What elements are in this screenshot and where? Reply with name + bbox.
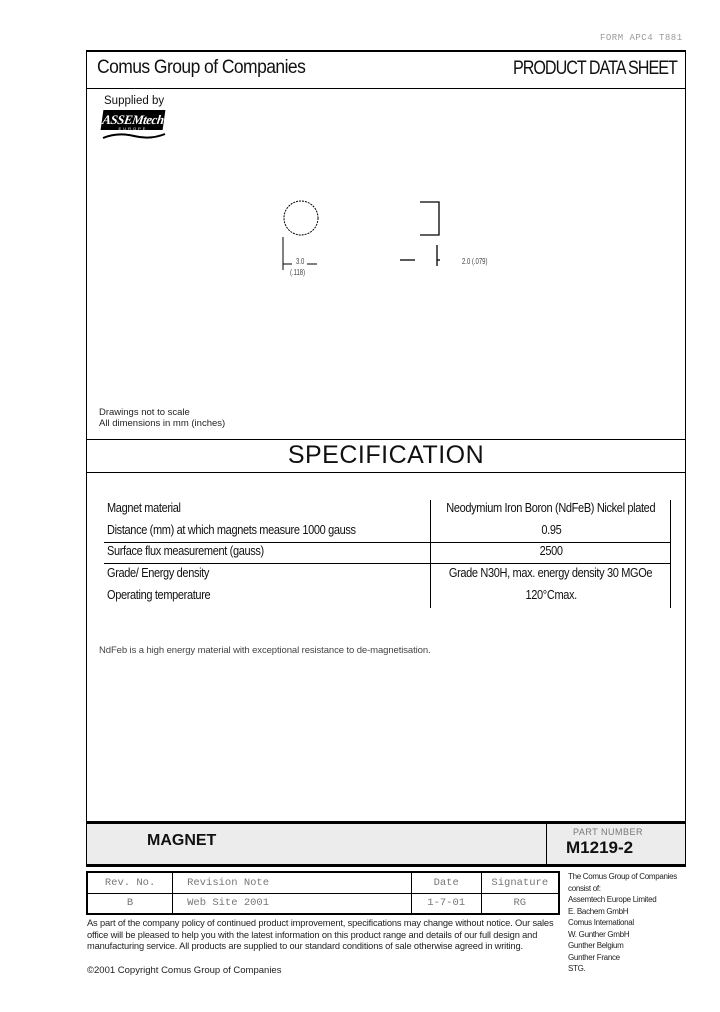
spec-label: Distance (mm) at which magnets measure 1000 gauss [107,523,356,537]
group-member: STG. [568,964,586,973]
copyright: ©2001 Copyright Comus Group of Companies [87,965,282,976]
spec-row-temperature [104,588,671,609]
logo-subtext: EUROPE [118,126,148,131]
spec-divider-top [86,439,686,440]
group-member: Gunther France [568,952,620,962]
group-member: W. Gunther GmbH [568,929,630,939]
part-number-label: PART NUMBER [573,827,644,837]
spec-value: 2500 [539,544,563,558]
revision-header-cell: Rev. No. [87,872,173,893]
spec-row-divider [104,563,671,564]
policy-statement: As part of the company policy of continued product improvement, specifications may change without notice. Our sales office will be pleased to help you with the latest information on this product range and details of our full design and manufacturing service. All products are supplied to our standard conditions of sale otherwise agreed in writing. [87,918,554,951]
spec-value: 120°Cmax. [525,588,577,602]
spec-value: 0.95 [540,523,561,537]
revision-table [86,871,560,915]
revision-header-cell: Revision Note [173,872,412,893]
material-description: NdFeb is a high energy material with exceptional resistance to de-magnetisation. [99,645,431,656]
spec-divider-bottom [86,472,686,473]
spec-label: Surface flux measurement (gauss) [107,544,264,558]
part-number: M1219-2 [566,838,634,857]
group-member: Assemtech Europe Limited [568,895,657,904]
group-member: Comus International [568,918,634,927]
supplied-by-label: Supplied by [104,95,165,107]
spec-row-distance [104,523,671,544]
revision-cell: Web Site 2001 [173,893,412,914]
spec-label: Operating temperature [107,588,211,602]
title-block-divider [546,824,547,864]
group-intro: The Comus Group of Companies [568,872,677,881]
spec-label: Grade/ Energy density [107,566,210,580]
revision-header-cell: Date [411,872,481,893]
company-title: Comus Group of Companies [97,57,306,78]
side-dimension: 2.0 (.079) [462,256,488,266]
group-member: E. Bachem GmbH [568,906,629,916]
revision-header-cell: Signature [481,872,559,893]
spec-value: Neodymium Iron Boron (NdFeB) Nickel plated [446,501,656,515]
scale-note: Drawings not to scale [99,407,190,418]
spec-row-material [104,501,671,522]
revision-row [87,893,559,914]
form-code: FORM APC4 T881 [600,33,683,43]
spec-row-flux [104,544,671,565]
logo-wordmark: ASSEMtech [101,110,166,130]
units-note: All dimensions in mm (inches) [99,418,226,429]
front-dimension-inches: (.118) [290,267,306,277]
revision-cell: RG [481,893,559,914]
revision-cell: B [87,893,173,914]
product-name: MAGNET [147,832,217,849]
spec-title: SPECIFICATION [287,441,485,469]
revision-cell: 1-7-01 [411,893,481,914]
group-member: Gunther Belgium [568,941,624,950]
technical-drawing [0,0,720,300]
side-view-rect [400,202,440,266]
spec-value: Grade N30H, max. energy density 30 MGOe [449,566,653,580]
group-intro: consist of: [568,883,601,893]
sheet-title: PRODUCT DATA SHEET [513,58,677,79]
spec-row-grade [104,566,671,587]
spec-row-divider [104,542,671,543]
spec-label: Magnet material [107,501,181,515]
front-dimension-mm: 3.0 [296,256,305,266]
group-companies-list [568,871,677,975]
revision-header-row [87,872,559,893]
